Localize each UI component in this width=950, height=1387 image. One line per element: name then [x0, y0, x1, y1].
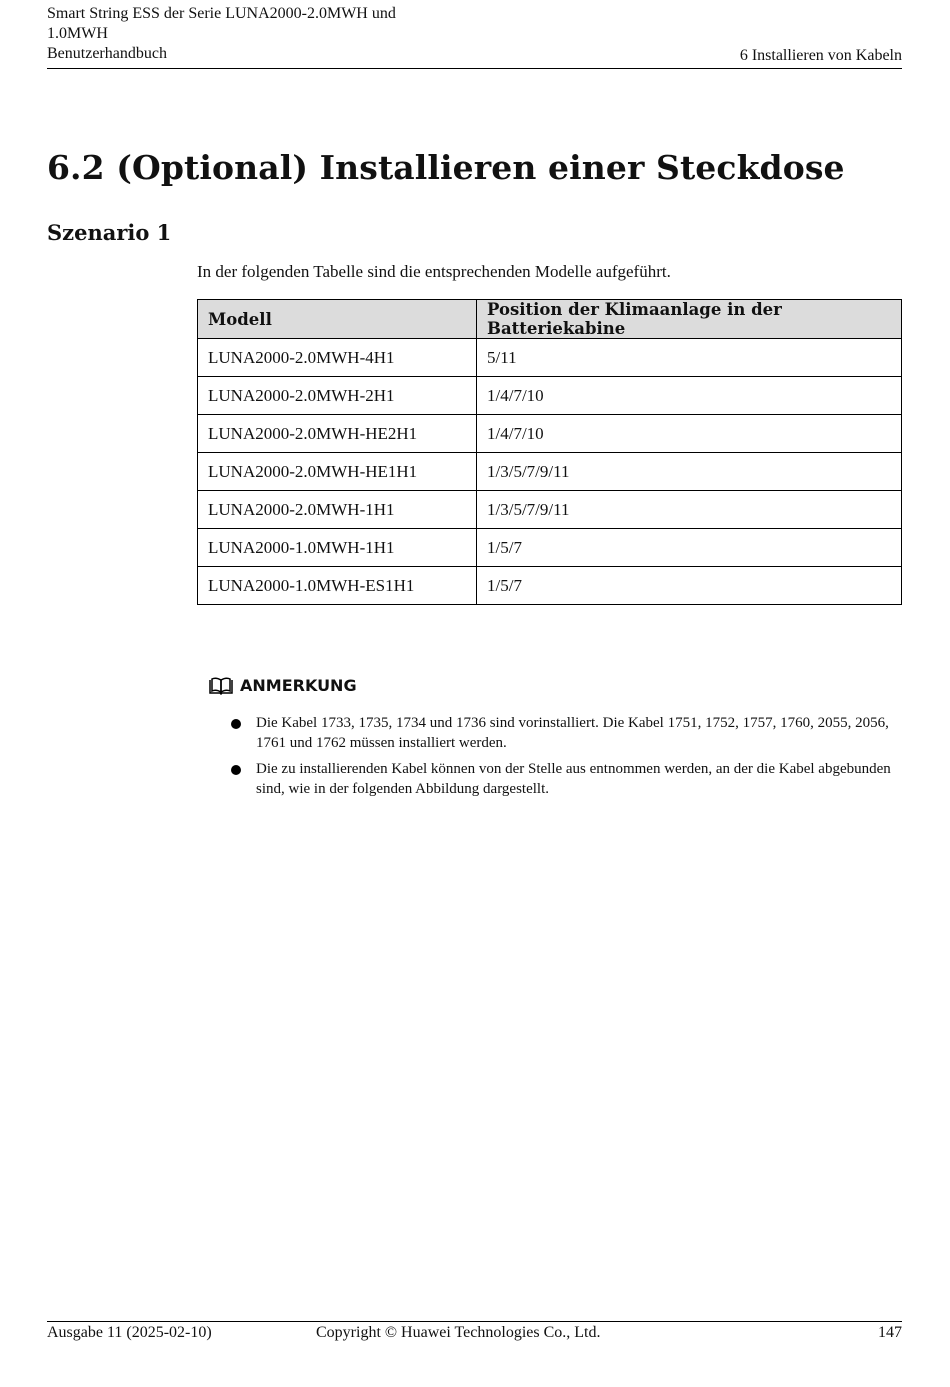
model-cell: LUNA2000-2.0MWH-2H1: [198, 377, 477, 415]
position-cell: 1/5/7: [477, 567, 902, 605]
note-heading: [208, 676, 357, 695]
page-header: [47, 4, 902, 69]
section-title: 6.2 (Optional) Installieren einer Steckdose: [47, 148, 845, 187]
header-left: [47, 4, 396, 64]
page-number: 147: [878, 1324, 902, 1341]
edition: Ausgabe 11 (2025-02-10): [47, 1324, 212, 1341]
intro-text: In der folgenden Tabelle sind die entsprechenden Modelle aufgeführt.: [197, 262, 671, 281]
model-table: [197, 299, 902, 605]
model-cell: LUNA2000-2.0MWH-HE2H1: [198, 415, 477, 453]
note-list: [231, 713, 901, 805]
position-cell: 1/3/5/7/9/11: [477, 491, 902, 529]
list-item: [231, 713, 901, 753]
table-row: [198, 377, 902, 415]
table-row: [198, 339, 902, 377]
note-label: ANMERKUNG: [240, 676, 357, 695]
table-row: [198, 415, 902, 453]
list-item: [231, 759, 901, 799]
header-position: Position der Klimaanlage in der Batteriekabine: [477, 300, 902, 339]
position-cell: 1/4/7/10: [477, 377, 902, 415]
model-cell: LUNA2000-2.0MWH-HE1H1: [198, 453, 477, 491]
note-text: Die Kabel 1733, 1735, 1734 und 1736 sind vorinstalliert. Die Kabel 1751, 1752, 1757, 1760, 2055, 2056, 1761 und 1762 müssen installiert werden.: [256, 715, 889, 751]
position-cell: 5/11: [477, 339, 902, 377]
model-cell: LUNA2000-1.0MWH-ES1H1: [198, 567, 477, 605]
bullet-icon: [231, 765, 241, 775]
doc-title-line1: Smart String ESS der Serie LUNA2000-2.0MWH und: [47, 5, 396, 22]
chapter-title: 6 Installieren von Kabeln: [739, 47, 902, 64]
position-cell: 1/5/7: [477, 529, 902, 567]
model-cell: LUNA2000-2.0MWH-4H1: [198, 339, 477, 377]
doc-title-line2: 1.0MWH: [47, 25, 108, 42]
note-text: Die zu installierenden Kabel können von der Stelle aus entnommen werden, an der die Kabel abgebunden sind, wie in der folgenden Abbildung dargestellt.: [256, 761, 891, 797]
table-header-row: [198, 300, 902, 339]
copyright: Copyright © Huawei Technologies Co., Ltd.: [316, 1324, 601, 1341]
table-row: [198, 453, 902, 491]
page-footer: [47, 1321, 902, 1346]
book-icon: [208, 677, 234, 695]
doc-type: Benutzerhandbuch: [47, 45, 167, 62]
table-row: [198, 529, 902, 567]
header-model: Modell: [198, 300, 477, 339]
scenario-title: Szenario 1: [47, 220, 172, 245]
bullet-icon: [231, 719, 241, 729]
model-cell: LUNA2000-1.0MWH-1H1: [198, 529, 477, 567]
position-cell: 1/4/7/10: [477, 415, 902, 453]
model-cell: LUNA2000-2.0MWH-1H1: [198, 491, 477, 529]
position-cell: 1/3/5/7/9/11: [477, 453, 902, 491]
table-row: [198, 491, 902, 529]
table-row: [198, 567, 902, 605]
